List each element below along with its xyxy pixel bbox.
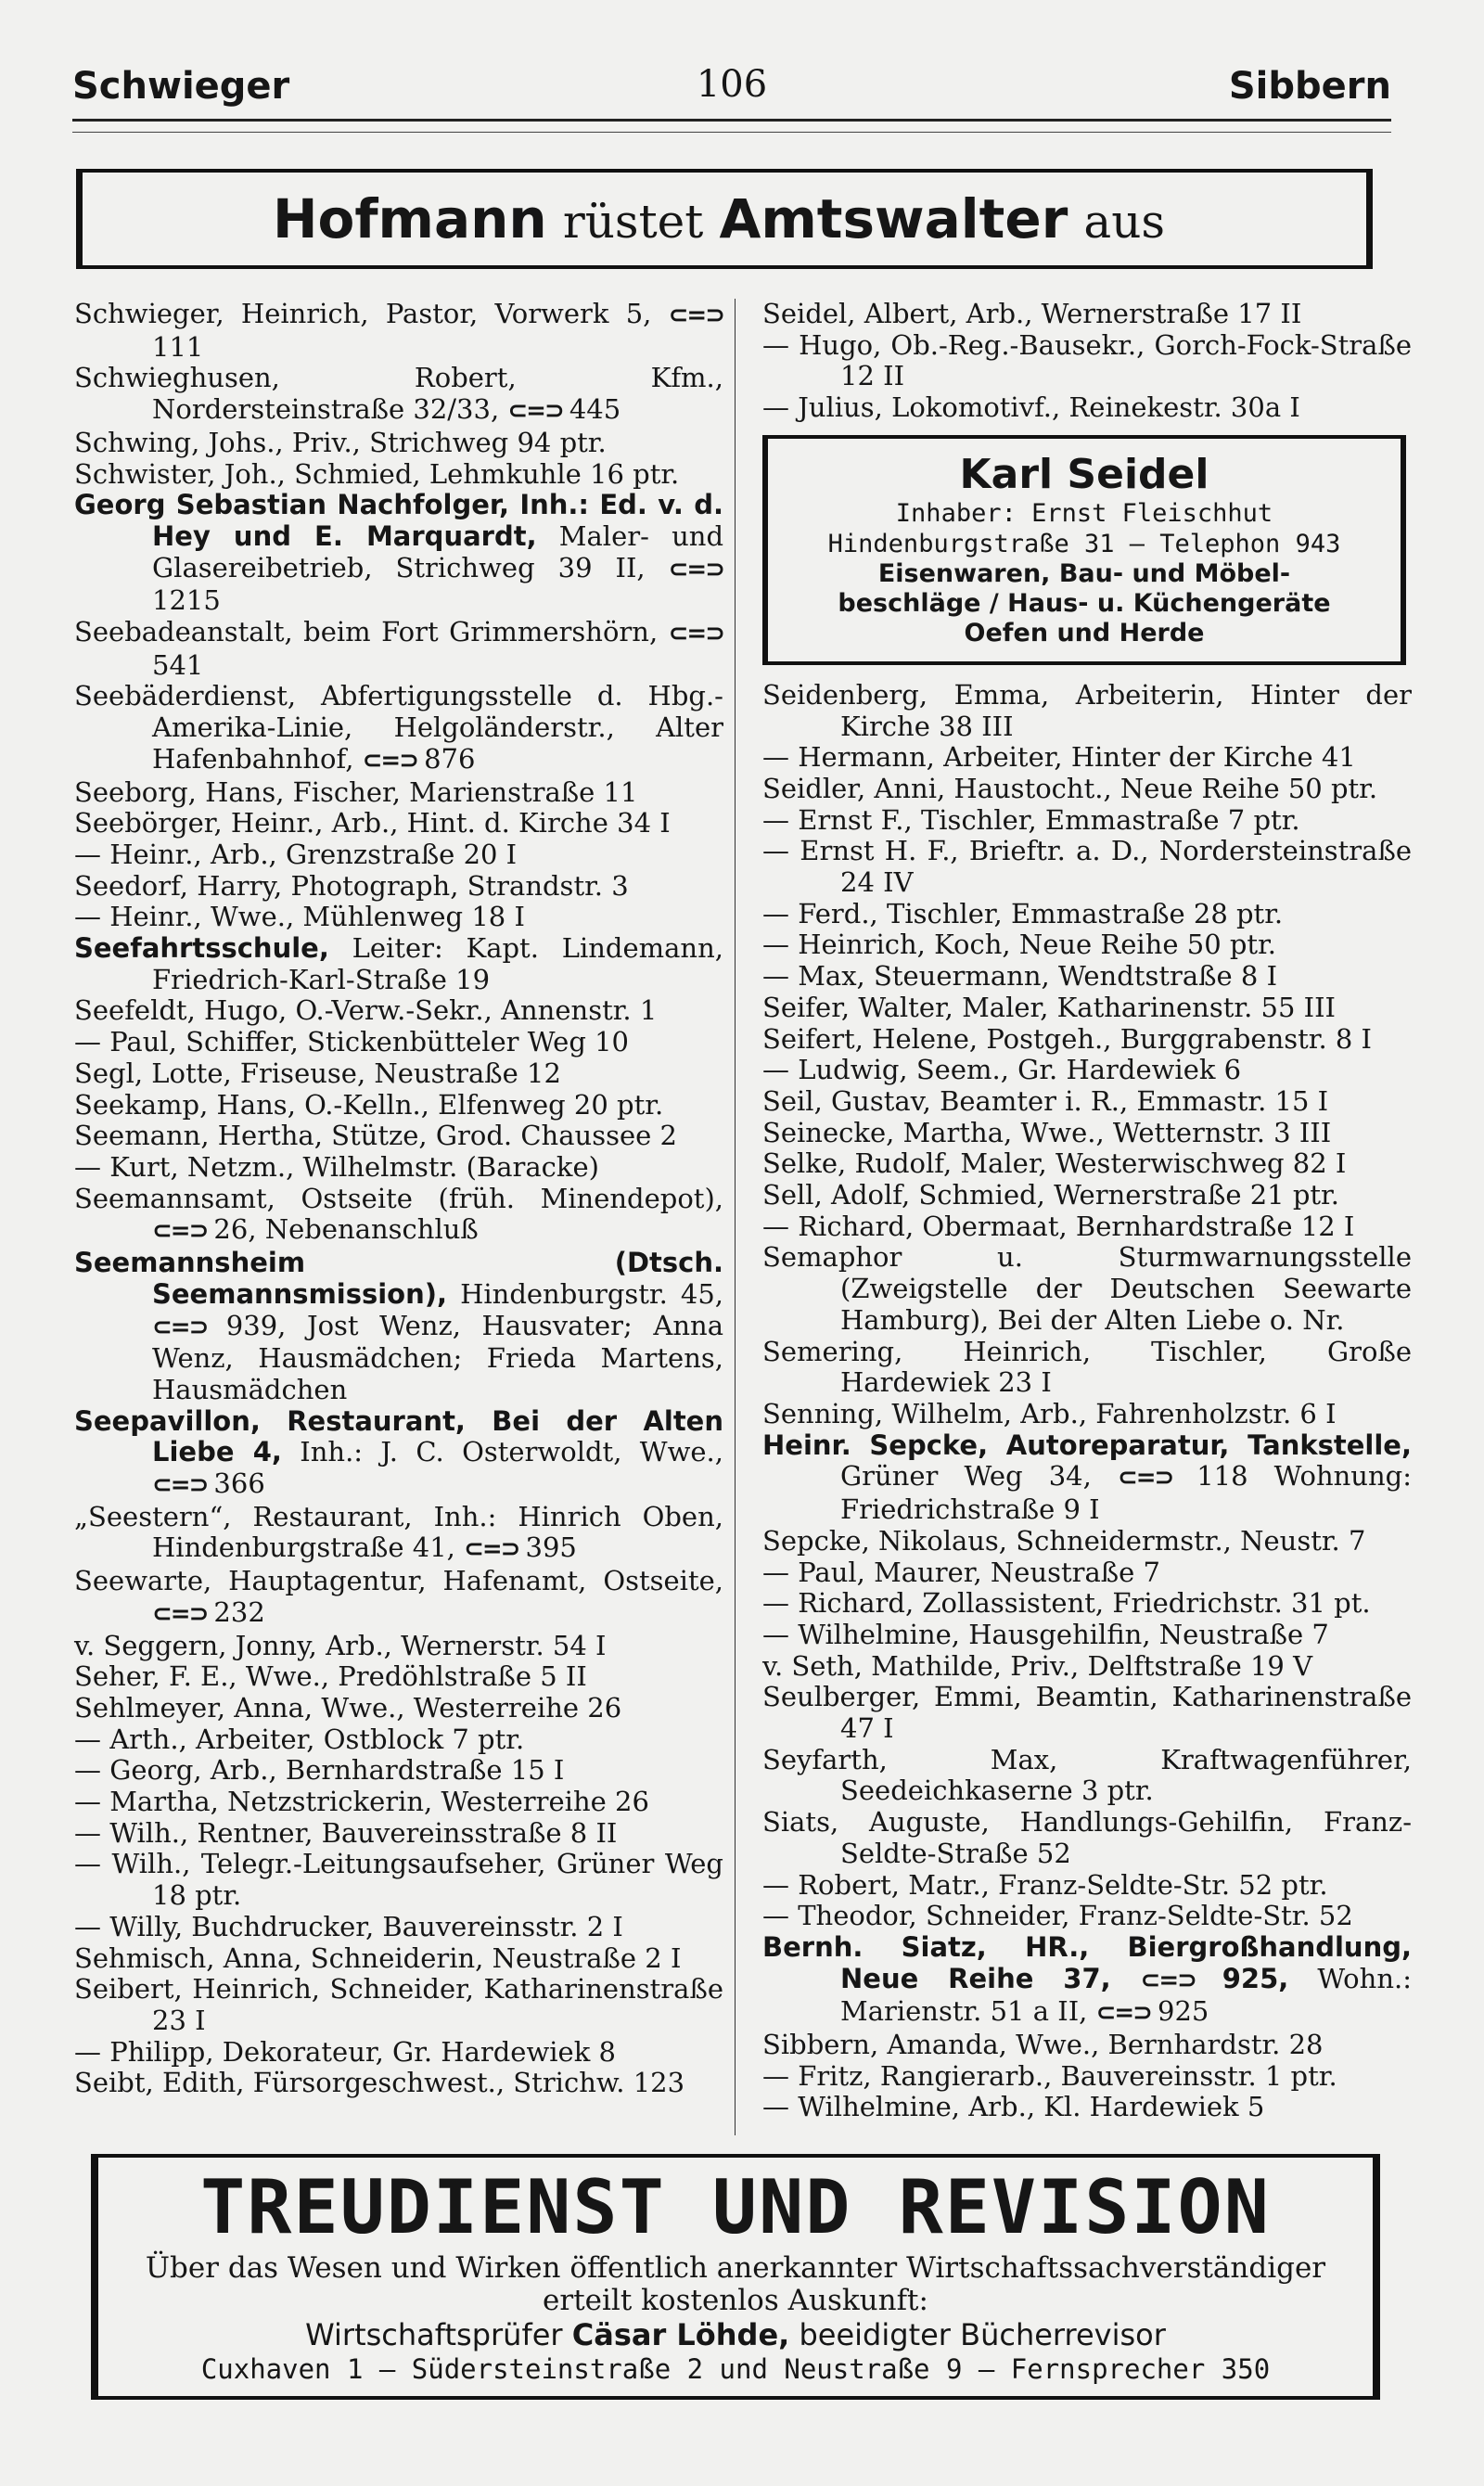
entry-text: — Heinr., Wwe., Mühlenweg 18 I [74, 901, 525, 933]
directory-entry [74, 1849, 723, 1911]
entry-text: — Hugo, Ob.-Reg.-Bausekr., Gorch-Fock-Straße 12 II [762, 328, 1412, 392]
entry-text: Wohn.: Marienstr. 51 a II, [840, 1962, 1412, 2028]
ad-description: Über das Wesen und Wirken öffentlich anerkannter Wirtschaftssachverständiger [145, 2251, 1326, 2285]
entry-text: Schwing, Johs., Priv., Strichweg 94 ptr. [74, 426, 607, 458]
directory-entry [762, 1399, 1412, 1430]
entry-text: , Nebenanschluß [248, 1213, 479, 1246]
entry-firm-name: Seepavillon, Restaurant, Bei der Alten Liebe 4, [74, 1404, 723, 1468]
entry-text: Sell, Adolf, Schmied, Wernerstraße 21 ptr. [762, 1179, 1339, 1211]
telephone-icon: ⊂=⊃ [1140, 1966, 1222, 1994]
ad-address: Hindenburgstraße 31 — Telephon 943 [827, 529, 1341, 558]
entry-text: Grüner Weg 34, [840, 1460, 1118, 1493]
telephone-number: 1215 [152, 584, 221, 617]
directory-entry [74, 777, 723, 809]
directory-entry [762, 1180, 1412, 1211]
directory-entry [74, 1693, 723, 1724]
telephone-number: 876 [424, 742, 476, 775]
entry-text: — Ferd., Tischler, Emmastraße 28 ptr. [762, 897, 1284, 929]
directory-entry [762, 1932, 1412, 2030]
telephone-number: 111 [152, 330, 204, 363]
directory-entry [762, 929, 1412, 961]
right-column-top-entries [762, 299, 1412, 424]
telephone-number: 925 [1158, 1995, 1209, 2028]
entry-text: — Fritz, Rangierarb., Bauvereinsstr. 1 ptr. [762, 2059, 1337, 2092]
entry-text: Sepcke, Nikolaus, Schneidermstr., Neustr. 7 [762, 1524, 1366, 1557]
right-column-entries [762, 680, 1412, 2123]
entry-text: — Wilh., Rentner, Bauvereinsstraße 8 II [74, 1816, 618, 1849]
telephone-icon: ⊂=⊃ [1095, 1999, 1158, 2028]
directory-entry [762, 805, 1412, 837]
entry-text: Siats, Auguste, Handlungs-Gehilfin, Franz-Seldte-Straße 52 [762, 1806, 1412, 1869]
telephone-number: 939 [225, 1309, 278, 1341]
directory-entry [74, 681, 723, 776]
ad-address: Cuxhaven 1 — Südersteinstraße 2 und Neustraße 9 — Fernsprecher 350 [200, 2353, 1271, 2385]
directory-entry [762, 1651, 1412, 1683]
directory-entry [74, 1502, 723, 1566]
directory-entry [74, 871, 723, 903]
entry-text: — Martha, Netzstrickerin, Westerreihe 26 [74, 1786, 649, 1818]
entry-text: Seifer, Walter, Maler, Katharinenstr. 55 III [762, 991, 1336, 1023]
entry-text: — Ludwig, Seem., Gr. Hardewiek 6 [762, 1054, 1242, 1086]
directory-entry [762, 1620, 1412, 1651]
directory-entry [762, 2061, 1412, 2093]
telephone-icon: ⊂=⊃ [1117, 1464, 1197, 1493]
entry-text: — Heinr., Arb., Grenzstraße 20 I [74, 838, 518, 870]
ad-owner: Inhaber: Ernst Fleischhut [895, 498, 1273, 528]
karl-seidel-ad [762, 435, 1406, 665]
directory-entry [762, 1588, 1412, 1620]
directory-entry [74, 363, 723, 427]
directory-entry [762, 330, 1412, 392]
banner-word-ruestet: rüstet [562, 195, 704, 249]
entry-text: Senning, Wilhelm, Arb., Fahrenholzstr. 6 I [762, 1397, 1337, 1429]
telephone-icon: ⊂=⊃ [152, 1217, 214, 1246]
ad-company-name: Karl Seidel [959, 450, 1209, 498]
entry-text: , Jost Wenz, Hausvater; Anna Wenz, Hausmädchen; Frieda Martens, Hausmädchen [152, 1309, 723, 1405]
entry-text: Seebäderdienst, Abfertigungsstelle d. Hbg.-Amerika-Linie, Helgoländerstr., Alter Hafenbahnhof, [74, 680, 723, 775]
entry-text: Hindenburgstr. 45, [447, 1277, 723, 1310]
directory-entry [74, 1027, 723, 1058]
telephone-icon: ⊂=⊃ [362, 746, 425, 775]
directory-entry [762, 1430, 1412, 1526]
entry-text: Seinecke, Martha, Wwe., Wetternstr. 3 III [762, 1116, 1332, 1148]
directory-entry [74, 1121, 723, 1152]
entry-text: Seibert, Heinrich, Schneider, Katharinenstraße 23 I [74, 1973, 723, 2036]
telephone-icon: ⊂=⊃ [464, 1535, 526, 1564]
entry-firm-name: Heinr. Sepcke, Autoreparatur, Tankstelle, [762, 1429, 1412, 1461]
ad-description-2: erteilt kostenlos Auskunft: [543, 2284, 928, 2317]
entry-text: — Ernst F., Tischler, Emmastraße 7 ptr. [762, 803, 1300, 836]
entry-text: Schwieger, Heinrich, Pastor, Vorwerk 5, [74, 298, 669, 329]
entry-firm-name: Georg Sebastian Nachfolger, Inh.: Ed. v. d. Hey und E. Marquardt, [74, 489, 723, 552]
directory-entry [762, 1118, 1412, 1149]
directory-entry [74, 1974, 723, 2036]
entry-text: Seebörger, Heinr., Arb., Hint. d. Kirche 34 I [74, 807, 671, 839]
telephone-icon: ⊂=⊃ [668, 555, 723, 583]
entry-text: Seil, Gustav, Beamter i. R., Emmastr. 15 I [762, 1084, 1329, 1117]
directory-entry [74, 1184, 723, 1248]
entry-text: Sehlmeyer, Anna, Wwe., Westerreihe 26 [74, 1691, 622, 1724]
entry-text: Seefeldt, Hugo, O.-Verw.-Sekr., Annenstr. 1 [74, 994, 658, 1027]
entry-text: Seedorf, Harry, Photograph, Strandstr. 3 [74, 869, 629, 902]
ad-auditor [98, 2317, 1373, 2352]
directory-entry [74, 933, 723, 995]
directory-entry [74, 1787, 723, 1818]
directory-entry [74, 1943, 723, 1975]
telephone-icon: ⊂=⊃ [668, 620, 723, 648]
entry-text: Semaphor u. Sturmwarnungsstelle (Zweigstelle der Deutschen Seewarte Hamburg), Bei der Alten Liebe o. Nr. [762, 1241, 1412, 1336]
auditor-title: Wirtschaftsprüfer [305, 2317, 563, 2352]
entry-firm-name: Seemannsheim (Dtsch. Seemannsmission), [74, 1247, 723, 1310]
entry-text: — Wilhelmine, Arb., Kl. Hardewiek 5 [762, 2091, 1265, 2123]
directory-entry [762, 1086, 1412, 1118]
banner-word-hofmann: Hofmann [272, 187, 547, 250]
directory-entry [762, 742, 1412, 774]
directory-entry [74, 1755, 723, 1787]
directory-entry [74, 459, 723, 491]
entry-text: Seyfarth, Max, Kraftwagenführer, Seedeichkaserne 3 ptr. [762, 1743, 1412, 1807]
telephone-number: 232 [213, 1595, 265, 1628]
telephone-number: 445 [569, 393, 621, 426]
telephone-number: 395 [525, 1531, 577, 1564]
entry-text: — Max, Steuermann, Wendtstraße 8 I [762, 960, 1278, 993]
banner-word-aus: aus [1083, 195, 1166, 249]
entry-text: Seulberger, Emmi, Beamtin, Katharinenstraße 47 I [762, 1681, 1412, 1745]
telephone-number: 26 [213, 1213, 249, 1246]
entry-text: Schwieghusen, Robert, Kfm., Nordersteinstraße 32/33, [74, 362, 723, 426]
entry-text: Seidenberg, Emma, Arbeiterin, Hinter der Kirche 38 III [762, 678, 1412, 742]
entry-text: Seifert, Helene, Postgeh., Burggrabenstr. 8 I [762, 1022, 1373, 1055]
auditor-qualification: beeidigter Bücherrevisor [799, 2317, 1166, 2352]
ad-title: TREUDIENST UND REVISION [200, 2164, 1271, 2250]
directory-entry [74, 1406, 723, 1502]
entry-text: — Wilhelmine, Hausgehilfin, Neustraße 7 [762, 1618, 1329, 1650]
directory-entry [74, 1566, 723, 1630]
directory-entry [74, 1631, 723, 1662]
directory-entry [74, 490, 723, 617]
entry-text: — Georg, Arb., Bernhardstraße 15 I [74, 1754, 565, 1787]
entry-text: Seewarte, Hauptagentur, Hafenamt, Ostseite, [74, 1565, 723, 1597]
entry-text: Seeborg, Hans, Fischer, Marienstraße 11 [74, 775, 638, 808]
entry-text: Maler- und Glasereibetrieb, Strichweg 39 II, [152, 519, 724, 583]
telephone-icon: ⊂=⊃ [668, 301, 723, 329]
entry-text: — Richard, Obermaat, Bernhardstraße 12 I [762, 1210, 1355, 1242]
directory-entry [74, 1661, 723, 1693]
entry-text: Seidler, Anni, Haustocht., Neue Reihe 50 ptr. [762, 772, 1378, 804]
entry-text: Wohnung: Friedrichstraße 9 I [840, 1460, 1412, 1526]
left-column [74, 299, 723, 2099]
directory-entry [74, 2068, 723, 2099]
page-header [72, 65, 1391, 121]
entry-text: Seibt, Edith, Fürsorgeschwest., Strichw. 123 [74, 2067, 685, 2099]
entry-text: Seidel, Albert, Arb., Wernerstraße 17 II [762, 298, 1302, 329]
directory-entry [762, 1870, 1412, 1902]
directory-entry [762, 1745, 1412, 1807]
directory-entry [762, 774, 1412, 805]
entry-firm-name: , [1278, 1962, 1289, 1994]
page-number: 106 [696, 63, 768, 106]
directory-entry [74, 617, 723, 681]
directory-entry [762, 1211, 1412, 1243]
ad-goods-line: Eisenwaren, Bau- und Möbel- [877, 558, 1291, 588]
header-rule-thin [72, 132, 1391, 133]
entry-text: — Paul, Schiffer, Stickenbütteler Weg 10 [74, 1026, 630, 1058]
entry-text: — Heinrich, Koch, Neue Reihe 50 ptr. [762, 929, 1276, 961]
entry-text: Semering, Heinrich, Tischler, Große Hardewiek 23 I [762, 1335, 1412, 1399]
telephone-number: 925 [1222, 1962, 1279, 1994]
entry-text: — Kurt, Netzm., Wilhelmstr. (Baracke) [74, 1150, 599, 1183]
directory-entry [74, 839, 723, 871]
entry-firm-name: Seefahrtsschule, [74, 932, 329, 965]
telephone-number: 541 [152, 648, 204, 681]
entry-text: — Philipp, Dekorateur, Gr. Hardewiek 8 [74, 2035, 616, 2068]
entry-text: v. Seggern, Jonny, Arb., Wernerstr. 54 I [74, 1629, 607, 1661]
entry-text: — Hermann, Arbeiter, Hinter der Kirche 41 [762, 741, 1356, 774]
entry-text: Seher, F. E., Wwe., Predöhlstraße 5 II [74, 1660, 587, 1693]
header-rule [72, 119, 1391, 122]
entry-text: „Seestern“, Restaurant, Inh.: Hinrich Oben, Hindenburgstraße 41, [74, 1500, 723, 1564]
entry-text: — Richard, Zollassistent, Friedrichstr. 31 pt. [762, 1587, 1371, 1620]
directory-entry [762, 1055, 1412, 1086]
ad-goods-line: beschläge / Haus- u. Küchengeräte [838, 588, 1331, 618]
directory-entry [762, 1682, 1412, 1744]
telephone-number: 366 [213, 1467, 265, 1500]
entry-text: — Wilh., Telegr.-Leitungsaufseher, Grüner Weg 18 ptr. [74, 1848, 723, 1912]
directory-entry [74, 299, 723, 363]
directory-entry [74, 808, 723, 839]
telephone-icon: ⊂=⊃ [152, 1313, 226, 1341]
entry-text: Seemann, Hertha, Stütze, Grod. Chaussee 2 [74, 1120, 677, 1152]
directory-entry [74, 902, 723, 933]
directory-entry [74, 1058, 723, 1090]
directory-entry [74, 1724, 723, 1756]
directory-entry [762, 299, 1412, 330]
auditor-name: Cäsar Löhde, [571, 2317, 790, 2352]
entry-text: Sibbern, Amanda, Wwe., Bernhardstr. 28 [762, 2029, 1324, 2061]
directory-entry [74, 995, 723, 1027]
directory-entry [762, 1526, 1412, 1557]
entry-text: Schwister, Joh., Schmied, Lehmkuhle 16 ptr. [74, 457, 680, 490]
telephone-icon: ⊂=⊃ [152, 1599, 214, 1628]
right-column [762, 299, 1412, 2123]
directory-entry [74, 1248, 723, 1406]
telephone-icon: ⊂=⊃ [152, 1471, 214, 1500]
header-first-name: Schwieger [72, 65, 290, 108]
telephone-icon: ⊂=⊃ [507, 397, 569, 426]
directory-entry [74, 1152, 723, 1184]
entry-text: — Ernst H. F., Brieftr. a. D., Nordersteinstraße 24 IV [762, 835, 1412, 899]
telephone-number: 118 [1196, 1460, 1248, 1493]
directory-entry [762, 392, 1412, 424]
directory-entry [762, 1242, 1412, 1336]
directory-entry [74, 1090, 723, 1121]
entry-text: — Julius, Lokomotivf., Reinekestr. 30a I [762, 391, 1300, 424]
entry-text: Segl, Lotte, Friseuse, Neustraße 12 [74, 1057, 561, 1089]
entry-firm-name: Bernh. Siatz, HR., Biergroßhandlung, Neue Reihe 37, [762, 1930, 1412, 1994]
directory-entry [762, 680, 1412, 742]
entry-text: Selke, Rudolf, Maler, Westerwischweg 82 I [762, 1147, 1347, 1180]
directory-entry [74, 1912, 723, 1943]
treudienst-revision-ad [91, 2154, 1380, 2400]
entry-text: Sehmisch, Anna, Schneiderin, Neustraße 2 I [74, 1941, 682, 1974]
directory-entry [762, 2030, 1412, 2061]
header-last-name: Sibbern [1228, 65, 1391, 108]
directory-entry [74, 1818, 723, 1850]
entry-text: — Willy, Buchdrucker, Bauvereinsstr. 2 I [74, 1910, 623, 1942]
hofmann-banner-ad [76, 169, 1373, 269]
directory-entry [762, 1024, 1412, 1056]
directory-entry [762, 2092, 1412, 2123]
entry-text: Inh.: J. C. Osterwoldt, Wwe., [281, 1436, 723, 1468]
entry-text: — Arth., Arbeiter, Ostblock 7 ptr. [74, 1723, 525, 1755]
directory-entry [74, 2037, 723, 2069]
directory-entry [762, 836, 1412, 898]
entry-text: Leiter: Kapt. Lindemann, Friedrich-Karl-Straße 19 [152, 932, 723, 995]
directory-entry [762, 961, 1412, 993]
directory-entry [762, 899, 1412, 930]
ad-goods-line: Oefen und Herde [964, 618, 1205, 647]
directory-entry [762, 1901, 1412, 1932]
entry-text: Seekamp, Hans, O.-Kelln., Elfenweg 20 ptr. [74, 1088, 664, 1121]
directory-entry [762, 1148, 1412, 1180]
banner-word-amtswalter: Amtswalter [719, 187, 1068, 250]
directory-entry [762, 1557, 1412, 1589]
directory-entry [74, 428, 723, 459]
column-divider [735, 299, 736, 2135]
entry-text: Seebadeanstalt, beim Fort Grimmershörn, [74, 616, 669, 648]
entry-text: — Paul, Maurer, Neustraße 7 [762, 1556, 1161, 1588]
entry-text: — Theodor, Schneider, Franz-Seldte-Str. 52 [762, 1900, 1353, 1932]
directory-entry [762, 1807, 1412, 1869]
directory-entry [762, 1337, 1412, 1399]
entry-text: Seemannsamt, Ostseite (früh. Minendepot), [74, 1182, 723, 1214]
directory-entry [762, 993, 1412, 1024]
entry-text: v. Seth, Mathilde, Priv., Delftstraße 19 V [762, 1649, 1313, 1682]
entry-text: — Robert, Matr., Franz-Seldte-Str. 52 ptr. [762, 1868, 1328, 1901]
